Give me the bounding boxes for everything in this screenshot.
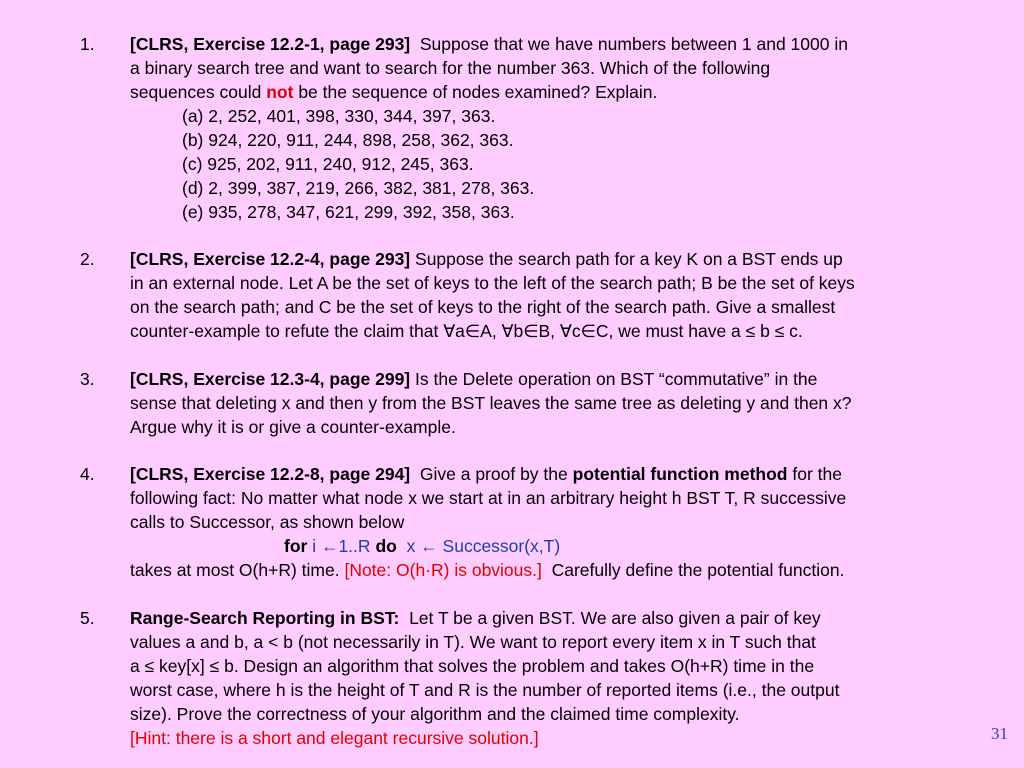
problem-3-text: Is the Delete operation on BST “commutative” in the <box>415 369 818 389</box>
option-a: (a) 2, 252, 401, 398, 330, 344, 397, 363. <box>182 106 496 126</box>
problem-4-line-2: following fact: No matter what node x we start at in an arbitrary height h BST T, R successive <box>130 488 847 508</box>
page-number: 31 <box>991 724 1008 743</box>
option-e: (e) 935, 278, 347, 621, 299, 392, 358, 363. <box>182 202 515 222</box>
option-d: (d) 2, 399, 387, 219, 266, 382, 381, 278, 363. <box>182 178 535 198</box>
problem-4-line-1 <box>130 462 842 486</box>
problem-4-number: 4. <box>80 464 95 484</box>
problem-5-text: Let T be a given BST. We are also given a pair of key <box>409 608 821 628</box>
problem-5-heading: Range-Search Reporting in BST: <box>130 608 400 628</box>
problem-1-heading: [CLRS, Exercise 12.2-1, page 293] <box>130 34 411 54</box>
problem-4-line-3: calls to Successor, as shown below <box>130 512 405 532</box>
problem-4-text: takes at most O(h+R) time. <box>130 560 340 580</box>
problem-5-line-2: values a and b, a < b (not necessarily in T). We want to report every item x in T such that <box>130 632 816 652</box>
hint-text: [Hint: there is a short and elegant recursive solution.] <box>130 728 539 748</box>
problem-4-text: Give a proof by the <box>419 464 568 484</box>
problem-1-line-1 <box>130 32 848 56</box>
problem-1-line-2: a binary search tree and want to search for the number 363. Which of the following <box>130 58 771 78</box>
problem-1-line-3 <box>130 80 657 104</box>
potential-function-emphasis: potential function method <box>572 464 788 484</box>
problem-3-line-2: sense that deleting x and then y from the BST leaves the same tree as deleting y and then x? <box>130 393 852 413</box>
problem-4-text: for the <box>792 464 842 484</box>
successor-loop-code <box>284 534 560 558</box>
option-b: (b) 924, 220, 911, 244, 898, 258, 362, 363. <box>182 130 514 150</box>
problem-3-line-1 <box>130 367 817 391</box>
problem-1-text: be the sequence of nodes examined? Explain. <box>298 82 658 102</box>
problem-3-heading: [CLRS, Exercise 12.3-4, page 299] <box>130 369 411 389</box>
problem-2-heading: [CLRS, Exercise 12.2-4, page 293] <box>130 249 411 269</box>
code-keyword-for: for <box>284 536 308 556</box>
problem-2-line-3: on the search path; and C be the set of keys to the right of the search path. Give a smallest <box>130 297 836 317</box>
problem-5-line-4: worst case, where h is the height of T and R is the number of reported items (i.e., the output <box>130 680 840 700</box>
code-keyword-do: do <box>375 536 397 556</box>
problem-2-text: Suppose the search path for a key K on a BST ends up <box>415 249 843 269</box>
code-body: x ← Successor(x,T) <box>406 536 561 556</box>
not-emphasis: not <box>266 82 294 102</box>
problem-4-heading: [CLRS, Exercise 12.2-8, page 294] <box>130 464 411 484</box>
note-text: [Note: O(h·R) is obvious.] <box>344 560 542 580</box>
problem-5-line-3: a ≤ key[x] ≤ b. Design an algorithm that solves the problem and takes O(h+R) time in the <box>130 656 815 676</box>
problem-5-line-5: size). Prove the correctness of your algorithm and the claimed time complexity. <box>130 704 740 724</box>
problem-1-number: 1. <box>80 34 95 54</box>
problem-2-line-1 <box>130 247 843 271</box>
problem-5-number: 5. <box>80 608 95 628</box>
problem-3-number: 3. <box>80 369 95 389</box>
problem-1-text: sequences could <box>130 82 262 102</box>
problem-3-line-3: Argue why it is or give a counter-example. <box>130 417 456 437</box>
problem-2-line-4: counter-example to refute the claim that ∀a∈A, ∀b∈B, ∀c∈C, we must have a ≤ b ≤ c. <box>130 321 803 341</box>
problem-4-text: Carefully define the potential function. <box>551 560 845 580</box>
problem-2-number: 2. <box>80 249 95 269</box>
problem-1-text: Suppose that we have numbers between 1 and 1000 in <box>419 34 848 54</box>
problem-2-line-2: in an external node. Let A be the set of keys to the left of the search path; B be the set of keys <box>130 273 855 293</box>
code-range: i ←1..R <box>312 536 371 556</box>
problem-4-line-5 <box>130 558 844 582</box>
problem-5-line-1 <box>130 606 821 630</box>
option-c: (c) 925, 202, 911, 240, 912, 245, 363. <box>182 154 474 174</box>
